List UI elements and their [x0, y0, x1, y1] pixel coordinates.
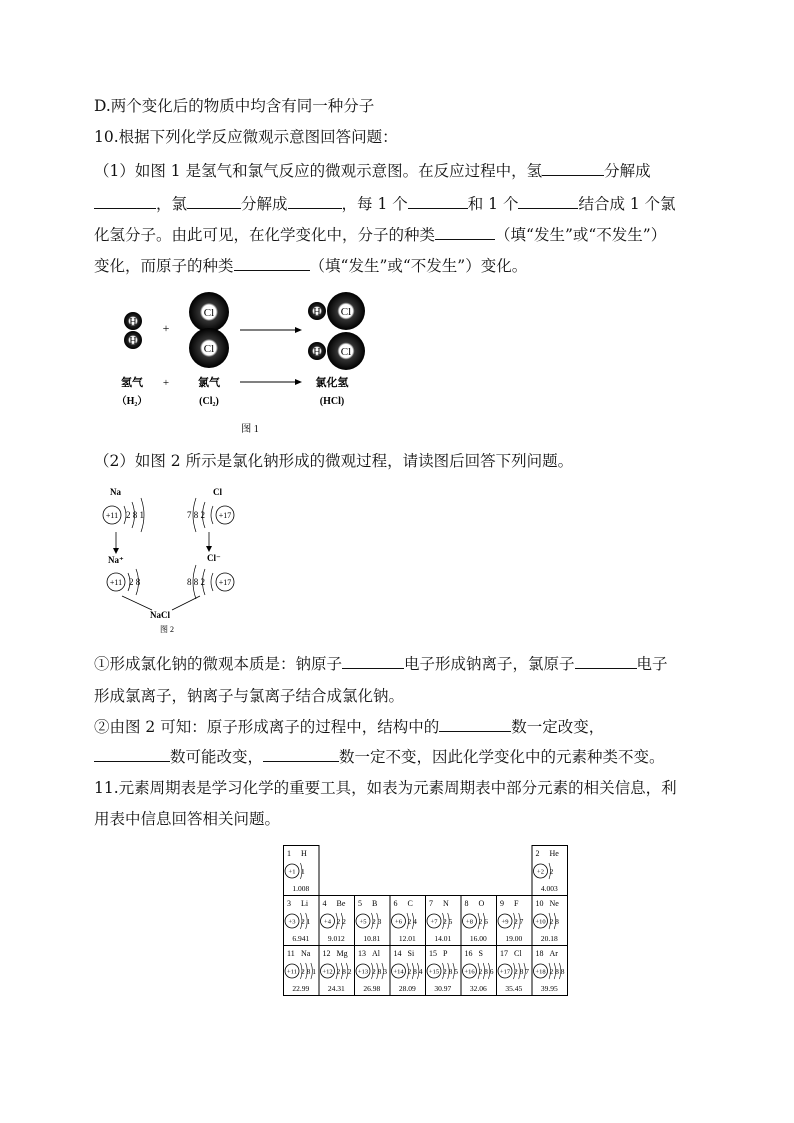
- svg-text:（H₂）: （H₂）: [116, 396, 148, 407]
- atomic-number: 2: [535, 849, 540, 858]
- atomic-mass: 28.09: [398, 984, 416, 993]
- atomic-mass: 9.012: [327, 934, 345, 943]
- q10-part2-q1-line2: 形成氯离子，钠离子与氯离子结合成氯化钠。: [94, 687, 405, 705]
- q10-part1-line3: 化氢分子。由此可见，在化学变化中，分子的种类 （填“发生”或“不发生”）: [94, 226, 667, 244]
- element-cell-s: [461, 946, 497, 996]
- nucleus-charge: +15: [428, 968, 440, 976]
- element-cell-li: [284, 896, 320, 946]
- svg-text:(HCl): (HCl): [319, 396, 345, 407]
- element-symbol: B: [372, 899, 378, 908]
- svg-text:(Cl₂): (Cl₂): [199, 396, 219, 407]
- answer-blank[interactable]: [234, 256, 310, 271]
- q10-part1-line1: （1）如图 1 是氢气和氯气反应的微观示意图。在反应过程中，氢 分解成: [94, 162, 651, 180]
- element-cell-si: [390, 946, 426, 996]
- atomic-number: 15: [429, 949, 437, 958]
- atomic-mass: 4.003: [540, 884, 558, 893]
- svg-text:Cl: Cl: [203, 307, 215, 319]
- answer-blank[interactable]: [94, 194, 156, 209]
- element-symbol: Al: [372, 949, 380, 958]
- atomic-mass: 6.941: [292, 934, 310, 943]
- electron-shells: 2 7: [514, 917, 524, 926]
- element-cell-cl: [497, 946, 533, 996]
- element-symbol: C: [407, 899, 413, 908]
- nucleus-charge: +3: [288, 918, 296, 926]
- svg-text:+11: +11: [109, 578, 123, 587]
- element-symbol: Si: [407, 949, 415, 958]
- option-d: D.两个变化后的物质中均含有同一种分子: [94, 97, 375, 115]
- nucleus-charge: +6: [395, 918, 402, 926]
- atomic-number: 9: [500, 899, 504, 908]
- nucleus-charge: +11: [287, 968, 297, 976]
- element-symbol: S: [478, 949, 483, 958]
- electron-shells: 2 8 4: [407, 967, 423, 976]
- atomic-number: 5: [358, 899, 362, 908]
- atomic-mass: 30.97: [434, 984, 452, 993]
- answer-blank[interactable]: [435, 225, 495, 240]
- atomic-number: 7: [429, 899, 433, 908]
- svg-text:Cl⁻: Cl⁻: [207, 553, 221, 563]
- element-symbol: N: [443, 899, 449, 908]
- element-symbol: Ne: [549, 899, 559, 908]
- q10-part2-q2-line2: 数可能改变， 数一定不变，因此化学变化中的元素种类不变。: [94, 746, 665, 768]
- nucleus-charge: +8: [466, 918, 473, 926]
- atomic-mass: 20.18: [540, 934, 558, 943]
- question-11-line1: 11.元素周期表是学习化学的重要工具，如表为元素周期表中部分元素的相关信息，利: [94, 779, 677, 797]
- element-cell-c: [390, 896, 426, 946]
- cl2-molecule: [189, 292, 229, 368]
- label-h2: 氢气: [121, 377, 143, 389]
- nucleus-charge: +9: [501, 918, 509, 926]
- svg-text:+17: +17: [218, 511, 232, 520]
- element-cell-h: [284, 846, 320, 896]
- atomic-number: 17: [500, 949, 508, 958]
- atomic-mass: 12.01: [398, 934, 416, 943]
- atomic-mass: 22.99: [292, 984, 310, 993]
- atomic-mass: 19.00: [505, 934, 523, 943]
- figure-1-hcl-reaction: [110, 290, 390, 438]
- element-symbol: O: [478, 899, 485, 908]
- svg-text:Cl: Cl: [340, 346, 352, 358]
- svg-text:H: H: [129, 317, 137, 328]
- svg-text:Cl: Cl: [213, 487, 222, 497]
- atomic-mass: 24.31: [327, 984, 345, 993]
- h2-molecule: [124, 312, 142, 349]
- atomic-number: 12: [322, 949, 331, 958]
- electron-shells: 2 8: [549, 917, 559, 926]
- svg-text:2 8: 2 8: [129, 577, 141, 587]
- atomic-number: 18: [535, 949, 544, 958]
- electron-shells: 2 8 8: [549, 967, 565, 976]
- hcl-molecule: [308, 332, 365, 370]
- answer-blank[interactable]: [263, 747, 339, 762]
- electron-shells: 2 1: [301, 917, 311, 926]
- atomic-mass: 16.00: [469, 934, 487, 943]
- nucleus-charge: +17: [499, 968, 511, 976]
- nucleus-charge: +12: [322, 968, 333, 976]
- answer-blank[interactable]: [439, 717, 511, 732]
- electron-shells: 2 8 1: [301, 967, 316, 976]
- atomic-number: 8: [464, 899, 469, 908]
- svg-text:2 8 1: 2 8 1: [126, 510, 144, 520]
- figure-2-nacl-formation: [100, 484, 250, 636]
- nucleus-charge: +13: [357, 968, 369, 976]
- answer-blank[interactable]: [187, 194, 241, 209]
- svg-text:H: H: [129, 336, 137, 347]
- electron-shells: 2 6: [478, 917, 488, 926]
- svg-text:8 8 2: 8 8 2: [187, 577, 205, 587]
- svg-text:Na: Na: [110, 487, 121, 497]
- atomic-number: 3: [287, 899, 291, 908]
- answer-blank[interactable]: [542, 161, 604, 176]
- atomic-mass: 26.98: [363, 984, 381, 993]
- atomic-number: 4: [322, 899, 327, 908]
- nucleus-charge: +1: [288, 868, 296, 876]
- answer-blank[interactable]: [94, 747, 170, 762]
- svg-text:+11: +11: [105, 511, 119, 520]
- q10-part2-q2-line1: ②由图 2 可知：原子形成离子的过程中，结构中的 数一定改变，: [94, 718, 605, 736]
- nucleus-charge: +7: [430, 918, 438, 926]
- electron-shells: 1: [301, 867, 305, 876]
- electron-shells: 2 2: [336, 917, 346, 926]
- nucleus-charge: +5: [359, 918, 367, 926]
- answer-blank[interactable]: [518, 194, 578, 209]
- electron-shells: 2 8 3: [372, 967, 387, 976]
- element-symbol: Na: [301, 949, 311, 958]
- figure-2-caption: 图 2: [160, 625, 174, 634]
- svg-text:Na⁺: Na⁺: [108, 555, 124, 565]
- q10-part2-intro: （2）如图 2 所示是氯化钠形成的微观过程，请读图后回答下列问题。: [94, 452, 574, 470]
- svg-text:+17: +17: [218, 578, 232, 587]
- svg-text:H: H: [313, 307, 321, 318]
- element-symbol: Mg: [336, 949, 348, 958]
- q10-part1-line4: 变化，而原子的种类 （填“发生”或“不发生”）变化。: [94, 257, 528, 275]
- electron-shells: 2 8 2: [336, 967, 352, 976]
- element-cell-be: [319, 896, 355, 946]
- atomic-number: 16: [464, 949, 473, 958]
- q10-part2-q1-line1: ①形成氯化钠的微观本质是：钠原子 电子形成钠离子，氯原子 电子: [94, 655, 668, 673]
- svg-text:Cl: Cl: [340, 306, 352, 318]
- nucleus-charge: +14: [393, 968, 404, 976]
- svg-text:7 8 2: 7 8 2: [187, 510, 205, 520]
- answer-blank[interactable]: [575, 654, 637, 669]
- element-cell-al: [355, 946, 391, 996]
- element-symbol: Be: [336, 899, 346, 908]
- answer-blank[interactable]: [288, 194, 342, 209]
- svg-text:H: H: [313, 347, 321, 358]
- atomic-mass: 32.06: [469, 984, 487, 993]
- hcl-molecule: [308, 292, 365, 330]
- nucleus-charge: +18: [535, 968, 546, 976]
- atomic-number: 14: [393, 949, 402, 958]
- element-cell-ar: [532, 946, 568, 996]
- nucleus-charge: +2: [537, 868, 544, 876]
- element-symbol: F: [514, 899, 519, 908]
- label-cl2: 氯气: [198, 377, 220, 389]
- element-symbol: H: [301, 849, 307, 858]
- atomic-number: 13: [358, 949, 366, 958]
- atomic-number: 11: [287, 949, 295, 958]
- svg-text:+: +: [162, 377, 170, 389]
- element-symbol: Cl: [514, 949, 522, 958]
- atomic-mass: 1.008: [292, 884, 310, 893]
- element-symbol: Ar: [549, 949, 558, 958]
- electron-shells: 2 8 6: [478, 967, 494, 976]
- atomic-number: 6: [393, 899, 398, 908]
- atomic-mass: 35.45: [505, 984, 523, 993]
- element-cell-mg: [319, 946, 355, 996]
- atomic-number: 1: [287, 849, 291, 858]
- question-10-title: 10.根据下列化学反应微观示意图回答问题：: [94, 128, 398, 146]
- element-symbol: P: [443, 949, 448, 958]
- element-cell-f: [497, 896, 533, 946]
- element-symbol: He: [549, 849, 559, 858]
- element-cell-na: [284, 946, 320, 996]
- atomic-mass: 14.01: [434, 934, 452, 943]
- nacl-label: NaCl: [150, 610, 170, 620]
- element-cell-n: [426, 896, 462, 946]
- electron-shells: 2: [549, 867, 554, 876]
- atomic-mass: 10.81: [363, 934, 381, 943]
- nucleus-charge: +4: [324, 918, 331, 926]
- answer-blank[interactable]: [342, 654, 404, 669]
- question-11-line2: 用表中信息回答相关问题。: [94, 810, 281, 828]
- plus-sign: +: [162, 321, 170, 335]
- electron-shells: 2 5: [443, 917, 453, 926]
- electron-shells: 2 8 5: [443, 967, 458, 976]
- element-cell-he: [532, 846, 568, 896]
- periodic-table-excerpt: [283, 845, 569, 997]
- figure-1-caption: 图 1: [241, 424, 259, 435]
- element-cell-b: [355, 896, 391, 946]
- answer-blank[interactable]: [408, 194, 468, 209]
- q10-part1-line2: ，氯 分解成 ，每 1 个 和 1 个 结合成 1 个氯: [94, 193, 676, 215]
- element-symbol: Li: [301, 899, 309, 908]
- electron-shells: 2 4: [407, 917, 417, 926]
- svg-text:Cl: Cl: [203, 343, 215, 355]
- atomic-number: 10: [535, 899, 544, 908]
- nucleus-charge: +16: [464, 968, 475, 976]
- atomic-mass: 39.95: [540, 984, 558, 993]
- element-cell-p: [426, 946, 462, 996]
- nucleus-charge: +10: [535, 918, 546, 926]
- element-cell-o: [461, 896, 497, 946]
- electron-shells: 2 8 7: [514, 967, 529, 976]
- label-hcl: 氯化氢: [315, 377, 349, 389]
- electron-shells: 2 3: [372, 917, 382, 926]
- element-cell-ne: [532, 896, 568, 946]
